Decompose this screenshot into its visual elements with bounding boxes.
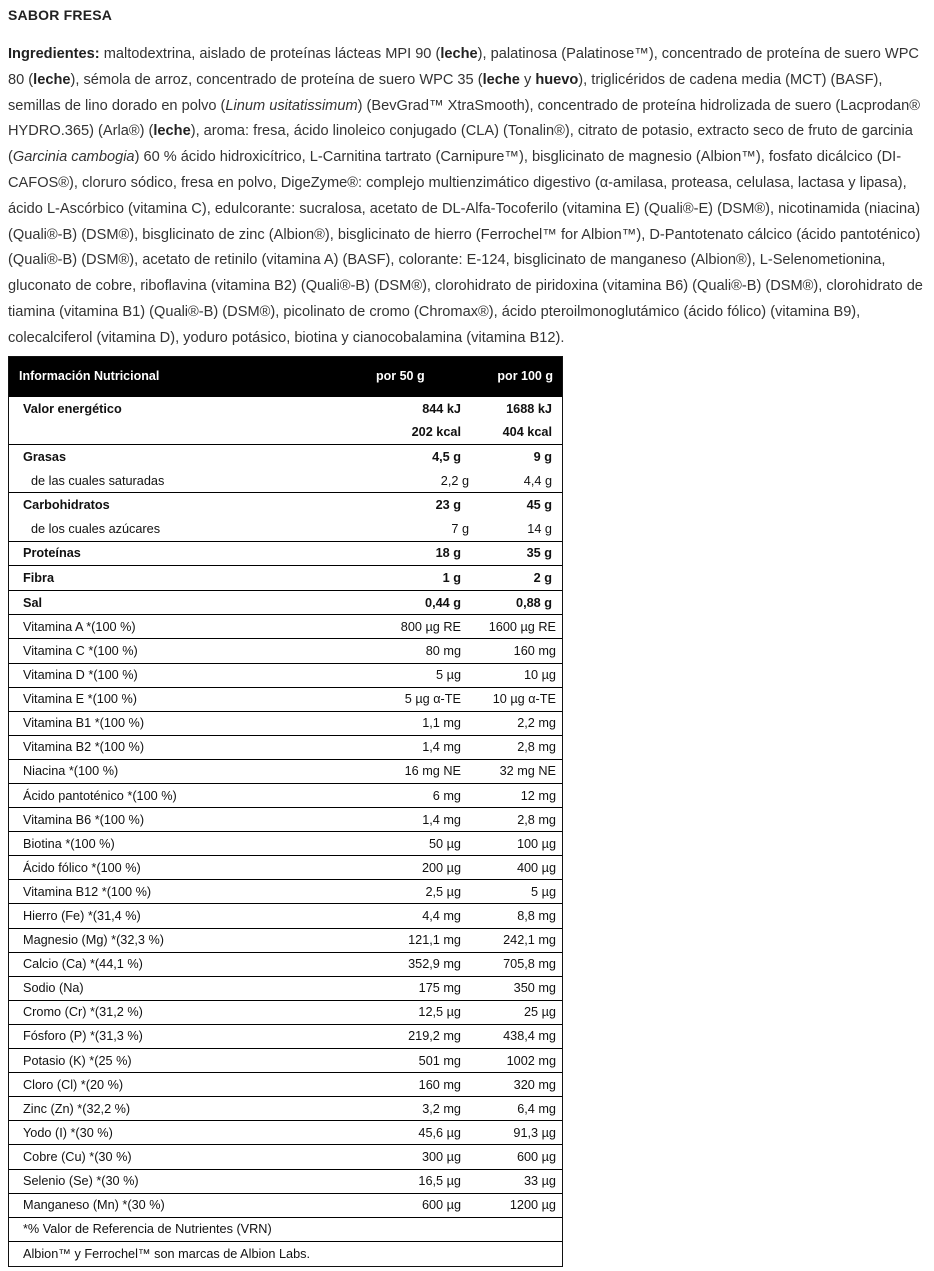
value-per-100g: 1200 µg [509, 1198, 556, 1213]
value-per-50g: 2,5 µg [425, 884, 461, 899]
value-per-50g: 80 mg [425, 643, 461, 658]
value-per-100g: 6,4 mg [517, 1101, 556, 1116]
value-per-50g: 121,1 mg [408, 933, 461, 948]
header-per-100g: por 100 g [497, 369, 553, 383]
value-per-50g: 175 mg [418, 981, 461, 996]
micronutrient-row [9, 783, 562, 807]
value-per-100g: 350 mg [513, 981, 556, 996]
value-per-50g: 1,1 mg [422, 716, 461, 731]
micronutrient-label: Vitamina D *(100 %) [23, 668, 138, 683]
micronutrient-row [9, 879, 562, 903]
micronutrient-row [9, 928, 562, 952]
value-per-100g: 600 µg [516, 1149, 556, 1164]
nutrient-row [13, 542, 558, 566]
nutrient-group [9, 590, 562, 615]
micronutrient-label: Biotina *(100 %) [23, 836, 115, 851]
value-per-100g: 25 µg [523, 1005, 556, 1020]
nutrient-label: Carbohidratos [23, 498, 110, 513]
micronutrient-row [9, 1024, 562, 1048]
allergen-text: leche [440, 46, 478, 62]
micronutrient-row [9, 976, 562, 1000]
value-per-50g: 18 g [435, 546, 461, 561]
value-per-50g: 800 µg RE [400, 619, 461, 634]
micronutrient-label: Vitamina C *(100 %) [23, 643, 138, 658]
value-per-50g: 1 g [442, 570, 461, 585]
nutrient-group [9, 541, 562, 566]
value-per-100g: 705,8 mg [503, 957, 556, 972]
value-per-50g: 219,2 mg [408, 1029, 461, 1044]
micronutrient-section [9, 614, 562, 1216]
nutrient-group [9, 396, 562, 444]
micronutrient-label: Sodio (Na) [23, 981, 84, 996]
value-per-50g: 844 kJ [422, 401, 461, 416]
value-per-100g: 10 µg α-TE [492, 692, 556, 707]
value-per-50g: 202 kcal [411, 425, 461, 440]
value-per-100g: 438,4 mg [503, 1029, 556, 1044]
micronutrient-row [9, 638, 562, 662]
micronutrient-label: Vitamina B12 *(100 %) [23, 884, 152, 899]
value-per-100g: 404 kcal [502, 425, 552, 440]
micronutrient-label: Fósforo (P) *(31,3 %) [23, 1029, 143, 1044]
value-per-100g: 2,8 mg [517, 812, 556, 827]
value-per-50g: 160 mg [418, 1077, 461, 1092]
micronutrient-row [9, 1120, 562, 1144]
value-per-100g: 32 mg NE [499, 764, 556, 779]
value-per-100g: 2,2 mg [517, 716, 556, 731]
micronutrient-label: Yodo (I) *(30 %) [23, 1125, 113, 1140]
allergen-text: huevo [535, 71, 579, 88]
nutrient-label: de las cuales saturadas [31, 473, 165, 488]
allergen-text: leche [482, 71, 520, 88]
value-per-50g: 7 g [451, 521, 469, 536]
micronutrient-row [9, 952, 562, 976]
value-per-50g: 1,4 mg [422, 740, 461, 755]
value-per-100g: 5 µg [531, 884, 556, 899]
value-per-100g: 10 µg [523, 668, 556, 683]
value-per-100g: 320 mg [513, 1077, 556, 1092]
micronutrient-row [9, 855, 562, 879]
micronutrient-label: Ácido fólico *(100 %) [23, 860, 141, 875]
micronutrient-label: Vitamina B2 *(100 %) [23, 740, 145, 755]
value-per-50g: 300 µg [421, 1149, 461, 1164]
ingredients-label: Ingredientes: [8, 46, 100, 62]
header-per-50g: por 50 g [376, 369, 425, 383]
value-per-100g: 0,88 g [516, 595, 552, 610]
ingredient-text: ), sémola de arroz, concentrado de proteína de suero WPC 35 ( [70, 71, 483, 88]
ingredient-text: maltodextrina, aislado de proteínas lácteas MPI 90 ( [99, 46, 441, 62]
value-per-100g: 1002 mg [506, 1053, 556, 1068]
micronutrient-label: Cobre (Cu) *(30 %) [23, 1149, 132, 1164]
value-per-50g: 501 mg [418, 1053, 461, 1068]
nutrient-row [13, 445, 558, 469]
micronutrient-label: Magnesio (Mg) *(32,3 %) [23, 933, 165, 948]
nutrient-row [13, 421, 558, 445]
micronutrient-label: Vitamina B6 *(100 %) [23, 812, 145, 827]
nutrient-group [9, 492, 562, 540]
nutrient-row [13, 566, 558, 590]
micronutrient-label: Calcio (Ca) *(44,1 %) [23, 957, 143, 972]
value-per-50g: 4,4 mg [422, 909, 461, 924]
value-per-100g: 33 µg [523, 1174, 556, 1189]
latin-name-text: Linum usitatissimum [225, 97, 358, 114]
value-per-100g: 8,8 mg [517, 909, 556, 924]
nutrient-label: de los cuales azúcares [31, 521, 161, 536]
micronutrient-row [9, 759, 562, 783]
value-per-100g: 100 µg [516, 836, 556, 851]
ingredient-text: y [519, 71, 536, 88]
micronutrient-row [9, 687, 562, 711]
micronutrient-label: Ácido pantoténico *(100 %) [23, 788, 177, 803]
value-per-50g: 2,2 g [440, 473, 469, 488]
value-per-100g: 4,4 g [523, 473, 552, 488]
nutrient-group [9, 565, 562, 590]
ingredient-text: ) (BevGrad™ XtraSmooth), concentrado de proteína hidrolizada de suero (Lacprodan® HYDRO.365) (Arla®) ( [8, 97, 921, 140]
nutrient-row [13, 493, 558, 517]
value-per-50g: 16 mg NE [404, 764, 461, 779]
value-per-100g: 1600 µg RE [488, 619, 556, 634]
micronutrient-row [9, 663, 562, 687]
value-per-50g: 3,2 mg [422, 1101, 461, 1116]
footnote: *% Valor de Referencia de Nutrientes (VRN) [9, 1217, 562, 1242]
micronutrient-label: Zinc (Zn) *(32,2 %) [23, 1101, 131, 1116]
micronutrient-row [9, 1000, 562, 1024]
micronutrient-row [9, 614, 562, 638]
nutrition-table-header [9, 357, 562, 396]
nutrient-row [13, 469, 558, 493]
value-per-50g: 50 µg [428, 836, 461, 851]
micronutrient-label: Cromo (Cr) *(31,2 %) [23, 1005, 143, 1020]
micronutrient-label: Hierro (Fe) *(31,4 %) [23, 909, 141, 924]
micronutrient-label: Manganeso (Mn) *(30 %) [23, 1198, 165, 1213]
ingredient-text: ) 60 % ácido hidroxicítrico, L-Carnitina tartrato (Carnipure™), bisglicinato de magnesio (Albion™), fosfato dicálcico (DI-CAFOS®), cloruro sódico, fresa en polvo, DigeZyme®: complejo multienzimático digestivo (α-amilasa, proteasa, celulasa, lactasa y lipasa), ácido L-Ascórbico (vitamina C), edulcorante: sucralosa, acetato de DL-Alfa-Tocoferilo (vitamina E) (Quali®-E) (DSM®), nicotinamida (niacina) (Quali®-B) (DSM®), bisglicinato de zinc (Albion®), bisglicinato de hierro (Ferrochel™ for Albion™), D-Pantotenato cálcico (ácido pantoténico) (Quali®-B) (DSM®), acetato de retinilo (vitamina A) (BASF), colorante: E-124, bisglicinato de manganeso (Albion®), L-Selenometionina, gluconato de cobre, riboflavina (vitamina B2) (Quali®-B) (DSM®), clorohidrato de piridoxina (vitamina B6) (Quali®-B) (DSM®), clorohidrato de tiamina (vitamina B1) (Quali®-B) (DSM®), picolinato de cromo (Chromax®), ácido pteroilmonoglutámico (ácido fólico) (vitamina B9), colecalciferol (vitamina D), yoduro potásico, biotina y cianocobalamina (vitamina B12). [8, 149, 923, 346]
value-per-50g: 200 µg [421, 860, 461, 875]
value-per-100g: 1688 kJ [506, 401, 552, 416]
value-per-100g: 242,1 mg [503, 933, 556, 948]
micronutrient-label: Selenio (Se) *(30 %) [23, 1174, 139, 1189]
nutrient-label: Fibra [23, 570, 55, 585]
micronutrient-row [9, 807, 562, 831]
value-per-100g: 2 g [533, 570, 552, 585]
latin-name-text: Garcinia cambogia [12, 149, 135, 166]
micronutrient-row [9, 1144, 562, 1168]
micronutrient-row [9, 1048, 562, 1072]
value-per-100g: 9 g [533, 449, 552, 464]
value-per-50g: 5 µg α-TE [404, 692, 461, 707]
value-per-100g: 14 g [527, 521, 552, 536]
nutrient-row [13, 517, 558, 541]
micronutrient-label: Vitamina A *(100 %) [23, 619, 136, 634]
value-per-50g: 0,44 g [425, 595, 461, 610]
micronutrient-row [9, 711, 562, 735]
allergen-text: leche [33, 71, 71, 88]
macronutrient-section [9, 396, 562, 614]
nutrient-group [9, 444, 562, 492]
nutrition-table [8, 356, 563, 1267]
nutrient-row [13, 591, 558, 615]
nutrient-label: Grasas [23, 449, 67, 464]
ingredient-text: ), palatinosa (Palatinose™), concentrado de proteína de suero WPC 80 ( [8, 46, 919, 88]
flavor-heading: SABOR FRESA [8, 7, 113, 23]
value-per-50g: 16,5 µg [418, 1174, 461, 1189]
micronutrient-label: Potasio (K) *(25 %) [23, 1053, 132, 1068]
footnotes [9, 1217, 562, 1266]
value-per-100g: 35 g [526, 546, 552, 561]
value-per-50g: 1,4 mg [422, 812, 461, 827]
micronutrient-row [9, 831, 562, 855]
micronutrient-label: Vitamina B1 *(100 %) [23, 716, 145, 731]
value-per-100g: 160 mg [513, 643, 556, 658]
nutrient-row [13, 397, 558, 421]
nutrient-label: Valor energético [23, 401, 122, 416]
nutrient-label: Proteínas [23, 546, 81, 561]
header-label: Información Nutricional [19, 369, 160, 383]
ingredient-text: ), aroma: fresa, ácido linoleico conjugado (CLA) (Tonalin®), citrato de potasio, extracto seco de fruto de garcinia ( [8, 123, 913, 166]
micronutrient-row [9, 1096, 562, 1120]
micronutrient-label: Niacina *(100 %) [23, 764, 119, 779]
micronutrient-label: Vitamina E *(100 %) [23, 692, 138, 707]
micronutrient-row [9, 735, 562, 759]
value-per-100g: 45 g [526, 498, 552, 513]
value-per-100g: 12 mg [520, 788, 556, 803]
value-per-50g: 6 mg [432, 788, 461, 803]
value-per-50g: 12,5 µg [418, 1005, 461, 1020]
value-per-100g: 400 µg [516, 860, 556, 875]
value-per-50g: 4,5 g [432, 449, 461, 464]
ingredients-paragraph [8, 42, 926, 352]
value-per-50g: 23 g [435, 498, 461, 513]
value-per-50g: 45,6 µg [418, 1125, 461, 1140]
value-per-50g: 600 µg [421, 1198, 461, 1213]
value-per-100g: 91,3 µg [513, 1125, 556, 1140]
footnote: Albion™ y Ferrochel™ son marcas de Albion Labs. [9, 1241, 562, 1266]
nutrient-label: Sal [23, 595, 43, 610]
micronutrient-row [9, 1169, 562, 1193]
value-per-50g: 352,9 mg [408, 957, 461, 972]
ingredient-text: ), triglicéridos de cadena media (MCT) (BASF), semillas de lino dorado en polvo ( [8, 71, 883, 114]
micronutrient-label: Cloro (Cl) *(20 %) [23, 1077, 124, 1092]
allergen-text: leche [153, 123, 191, 140]
micronutrient-row [9, 903, 562, 927]
value-per-100g: 2,8 mg [517, 740, 556, 755]
micronutrient-row [9, 1072, 562, 1096]
value-per-50g: 5 µg [436, 668, 461, 683]
micronutrient-row [9, 1193, 562, 1217]
